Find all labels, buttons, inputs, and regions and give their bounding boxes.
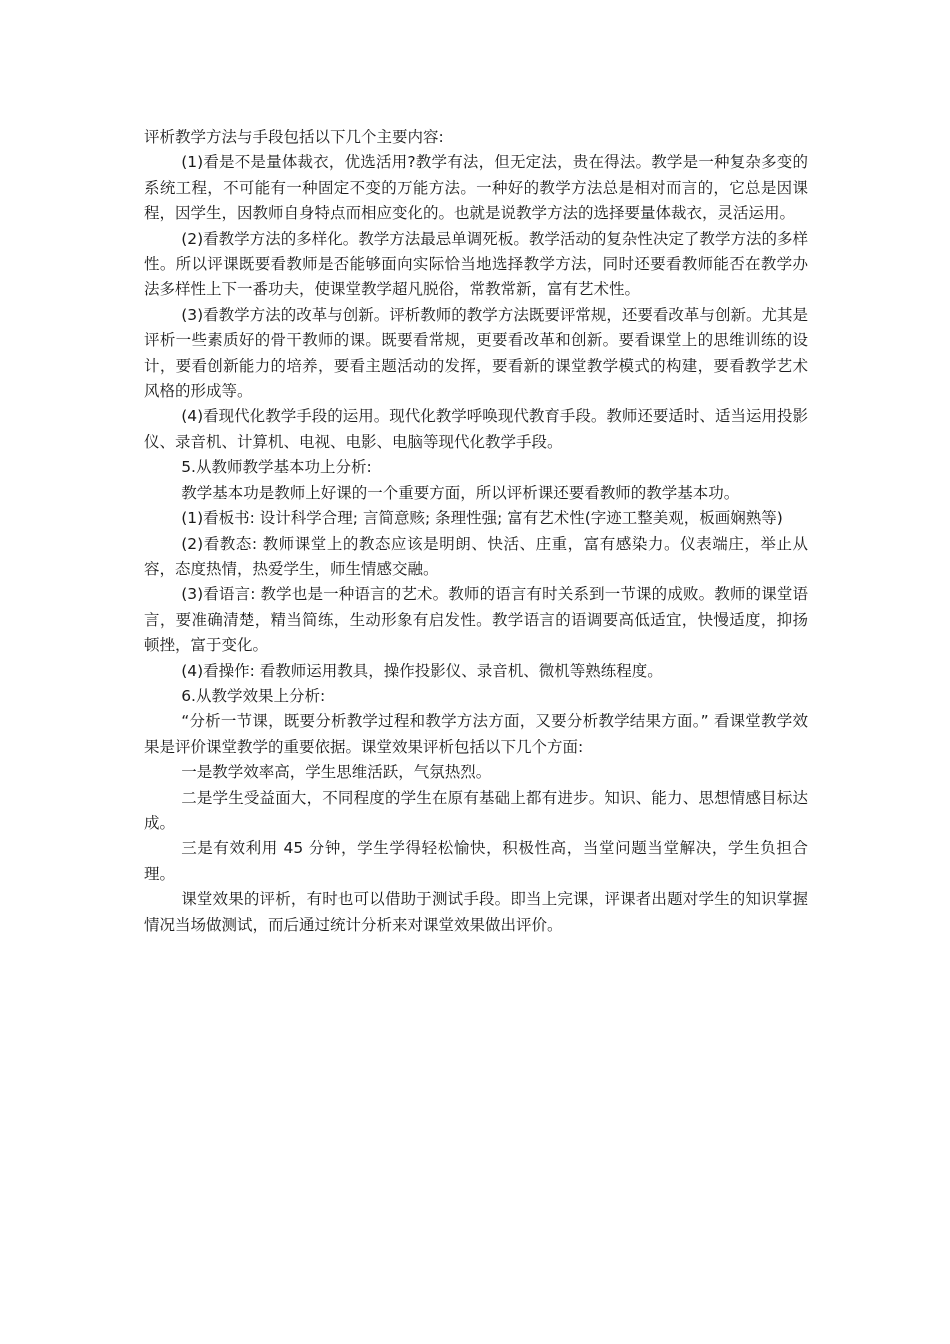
section-heading-5: 5.从教师教学基本功上分析: [181, 458, 372, 477]
intro-line: 评析教学方法与手段包括以下几个主要内容: [144, 128, 444, 146]
paragraph-effect-intro: “分析一节课，既要分析教学过程和教学方法方面，又要分析教学结果方面。” 看课堂教学效果是评价课堂教学的重要依据。课堂效果评析包括以下几个方面: [144, 712, 808, 756]
paragraph-effect-testing: 课堂效果的评析，有时也可以借助于测试手段。即当上完课，评课者出题对学生的知识掌握情况当场做测试，而后通过统计分析来对课堂效果做出评价。 [144, 890, 808, 934]
paragraph-skill-1: (1)看板书: 设计科学合理; 言简意赅; 条理性强; 富有艺术性(字迹工整美观，板画娴熟等) [181, 509, 783, 528]
document-body [144, 125, 808, 938]
paragraph-method-4: (4)看现代化教学手段的运用。现代化教学呼唤现代教育手段。教师还要适时、适当运用投影仪、录音机、计算机、电视、电影、电脑等现代化教学手段。 [144, 407, 808, 451]
paragraph-method-1: (1)看是不是量体裁衣，优选活用?教学有法，但无定法，贵在得法。教学是一种复杂多变的系统工程，不可能有一种固定不变的万能方法。一种好的教学方法总是相对而言的，它总是因课程，因学生，因教师自身特点而相应变化的。也就是说教学方法的选择要量体裁衣，灵活运用。 [144, 153, 808, 223]
paragraph-effect-1: 一是教学效率高，学生思维活跃，气氛热烈。 [181, 763, 492, 782]
paragraph-basic-skills: 教学基本功是教师上好课的一个重要方面，所以评析课还要看教师的教学基本功。 [181, 483, 740, 502]
paragraph-skill-3: (3)看语言: 教学也是一种语言的艺术。教师的语言有时关系到一节课的成败。教师的课堂语言，要准确清楚，精当简练，生动形象有启发性。教学语言的语调要高低适宜，快慢适度，抑扬顿挫，富于变化。 [144, 585, 808, 655]
paragraph-effect-3: 三是有效利用 45 分钟，学生学得轻松愉快，积极性高，当堂问题当堂解决，学生负担合理。 [144, 839, 808, 883]
paragraph-method-2: (2)看教学方法的多样化。教学方法最忌单调死板。教学活动的复杂性决定了教学方法的多样性。所以评课既要看教师是否能够面向实际恰当地选择教学方法，同时还要看教师能否在教学办法多样性上下一番功夫，使课堂教学超凡脱俗，常教常新，富有艺术性。 [144, 229, 808, 299]
section-heading-6: 6.从教学效果上分析: [181, 686, 326, 705]
paragraph-method-3: (3)看教学方法的改革与创新。评析教师的教学方法既要评常规，还要看改革与创新。尤其是评析一些素质好的骨干教师的课。既要看常规，更要看改革和创新。要看课堂上的思维训练的设计，要看创新能力的培养，要看主题活动的发挥，要看新的课堂教学模式的构建，要看教学艺术风格的形成等。 [144, 305, 808, 401]
paragraph-skill-4: (4)看操作: 看教师运用教具，操作投影仪、录音机、微机等熟练程度。 [181, 661, 663, 680]
paragraph-effect-2: 二是学生受益面大，不同程度的学生在原有基础上都有进步。知识、能力、思想情感目标达成。 [144, 788, 808, 832]
paragraph-skill-2: (2)看教态: 教师课堂上的教态应该是明朗、快活、庄重，富有感染力。仪表端庄，举止从容，态度热情，热爱学生，师生情感交融。 [144, 534, 808, 578]
